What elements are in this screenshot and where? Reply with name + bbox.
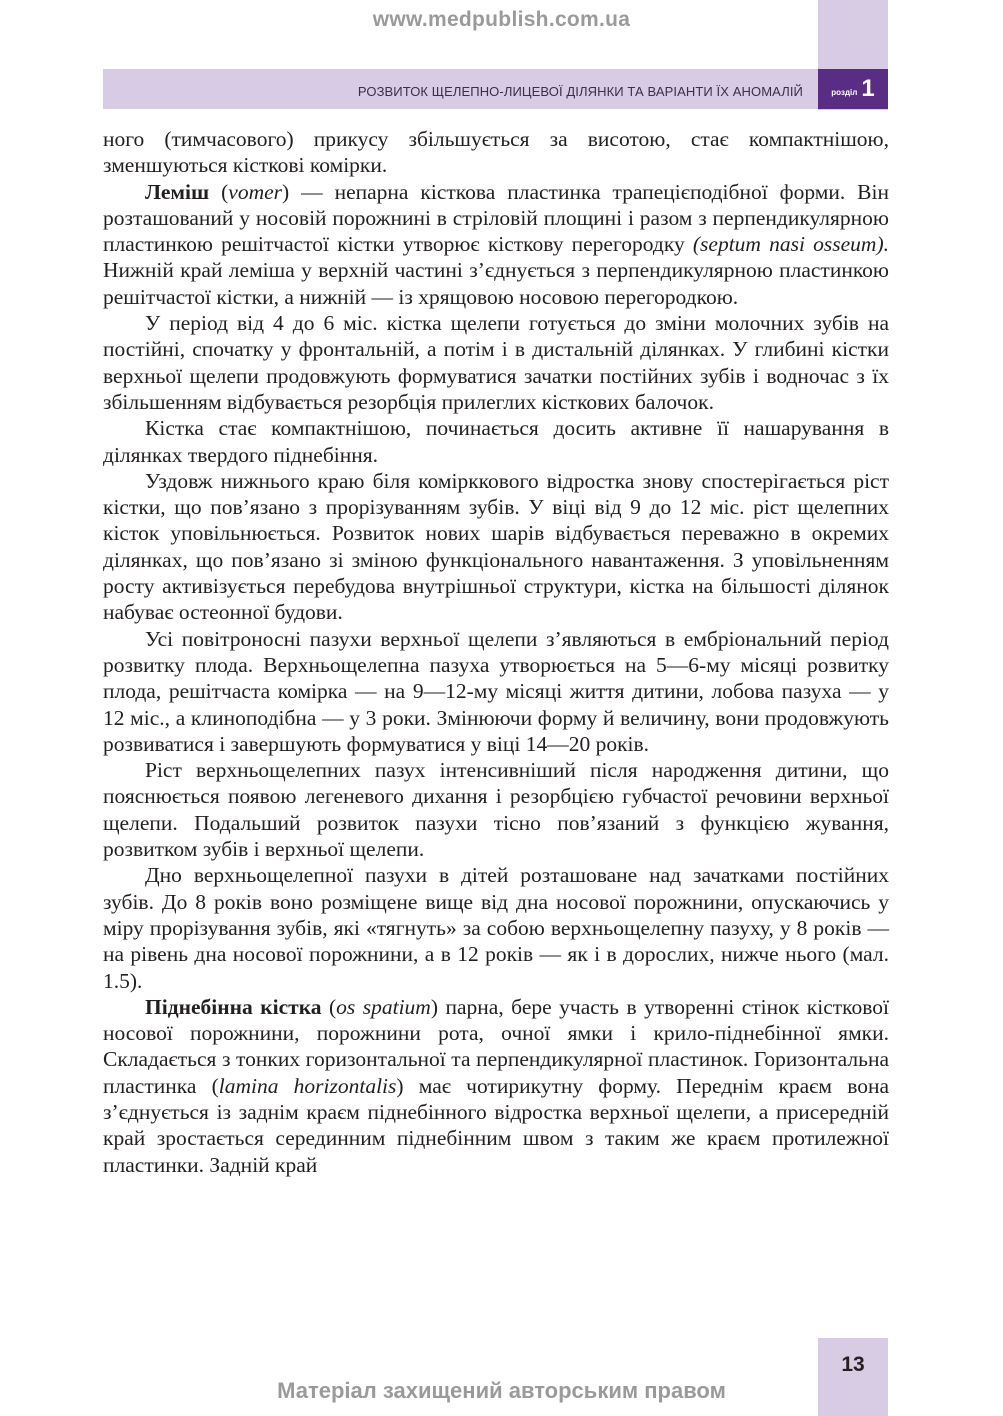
latin-term: (septum nasi osseum). [692,232,889,257]
chapter-marker [818,69,888,109]
term-heading: Піднебінна кістка [145,994,322,1019]
paragraph: У період від 4 до 6 міс. кістка щелепи готується до зміни молочних зубів на постійні, спочатку у фронтальній, а потім і в дистальній ділянках. У глибині кістки верхньої щелепи продовжують формуватися зачатки постійних зубів і водночас з їх збільшенням відбувається резорбція прилеглих кісткових балочок. [103,311,889,414]
paragraph: Ріст верхньощелепних пазух інтенсивніший після народження дитини, що пояснюється появою легеневого дихання і резорбцією губчастої речовини верхньої щелепи. Подальший розвиток пазухи тісно пов’язаний з функцією жування, розвитком зубів і верхньої щелепи. [103,758,889,862]
paragraph: ного (тимчасового) прикусу збільшується за висотою, стає компактнішою, зменшуються кісткові комірки. [103,127,889,178]
copyright-watermark: Матеріал захищений авторським правом [277,1378,726,1403]
body-text [103,126,889,1178]
running-header-title: РОЗВИТОК ЩЕЛЕПНО-ЛИЦЕВОЇ ДІЛЯНКИ ТА ВАРІАНТИ ЇХ АНОМАЛІЙ [357,84,803,99]
paragraph: Дно верхньощелепної пазухи в дітей розташоване над зачатками постійних зубів. До 8 років воно розміщене вище від дна носової порожнини, опускаючись у міру прорізування зубів, які «тягнуть» за собою верхньощелепну пазуху, у 8 років — на рівень дна носової порожнини, а в 12 років — як і в дорослих, нижче нього (мал. 1.5). [103,863,889,993]
chapter-number: 1 [861,75,875,102]
paragraph: Кістка стає компактнішою, починається досить активне її нашарування в ділянках твердого піднебіння. [103,416,889,467]
paragraph-palatine-bone: Піднебінна кістка (os spatium) парна, бере участь в утворенні стінок кісткової носової порожнини, порожнини рота, очної ямки і крило-піднебінної ямки. Складається з тонких горизонтальної та перпендикулярної пластинок. Горизонтальна пластинка (lamina horizontalis) має чотирикутну форму. Переднім краєм вона з’єднується із заднім краєм піднебінного відростка верхньої щелепи, а присередній край зростається серединним піднебінним швом з таким же краєм протилежної пластинки. Задній край [103,994,890,1177]
paragraph: Усі повітроносні пазухи верхньої щелепи з’являються в ембріональний період розвитку плода. Верхньощелепна пазуха утворюється на 5—6-му місяці розвитку плода, решітчаста комірка — на 9—12-му місяці життя дитини, лобова пазуха — у 12 міс., а клиноподібна — у 3 роки. Змінюючи форму й величину, вони продовжують розвиватися і завершують формуватися у віці 14—20 років. [103,626,889,756]
latin-term: lamina horizontalis [218,1073,397,1098]
page-number: 13 [841,1353,865,1376]
latin-term: os spatium [336,994,431,1019]
chapter-label: розділ [831,87,858,97]
latin-term: vomer [228,179,283,204]
paragraph: Уздовж нижнього краю біля комірккового відростка знову спостерігається ріст кістки, що пов’язано з прорізуванням зубів. У віці від 9 до 12 міс. ріст щелепних кісток уповільнюється. Розвиток нових шарів відбувається переважно в окремих ділянках, що пов’язано зі зміною функціонального навантаження. З уповільненням росту активізується перебудова внутрішньої структури, кістка на більшості ділянок набуває остеонної будови. [103,468,889,625]
page-number-box [818,1338,888,1416]
paragraph-vomer: Леміш (vomer) — непарна кісткова пластинка трапецієподібної форми. Він розташований у носовій порожнині в стріловій площині і разом з перпендикулярною пластинкою решітчастої кістки утворює кісткову перегородку (septum nasi osseum). Нижній край леміша у верхній частині з’єднується з перпендикулярною пластинкою решітчастої кістки, а нижній — із хрящовою носовою перегородкою. [103,179,889,309]
publisher-url-watermark: www.medpublish.com.ua [372,8,631,31]
term-heading: Леміш [145,179,210,204]
